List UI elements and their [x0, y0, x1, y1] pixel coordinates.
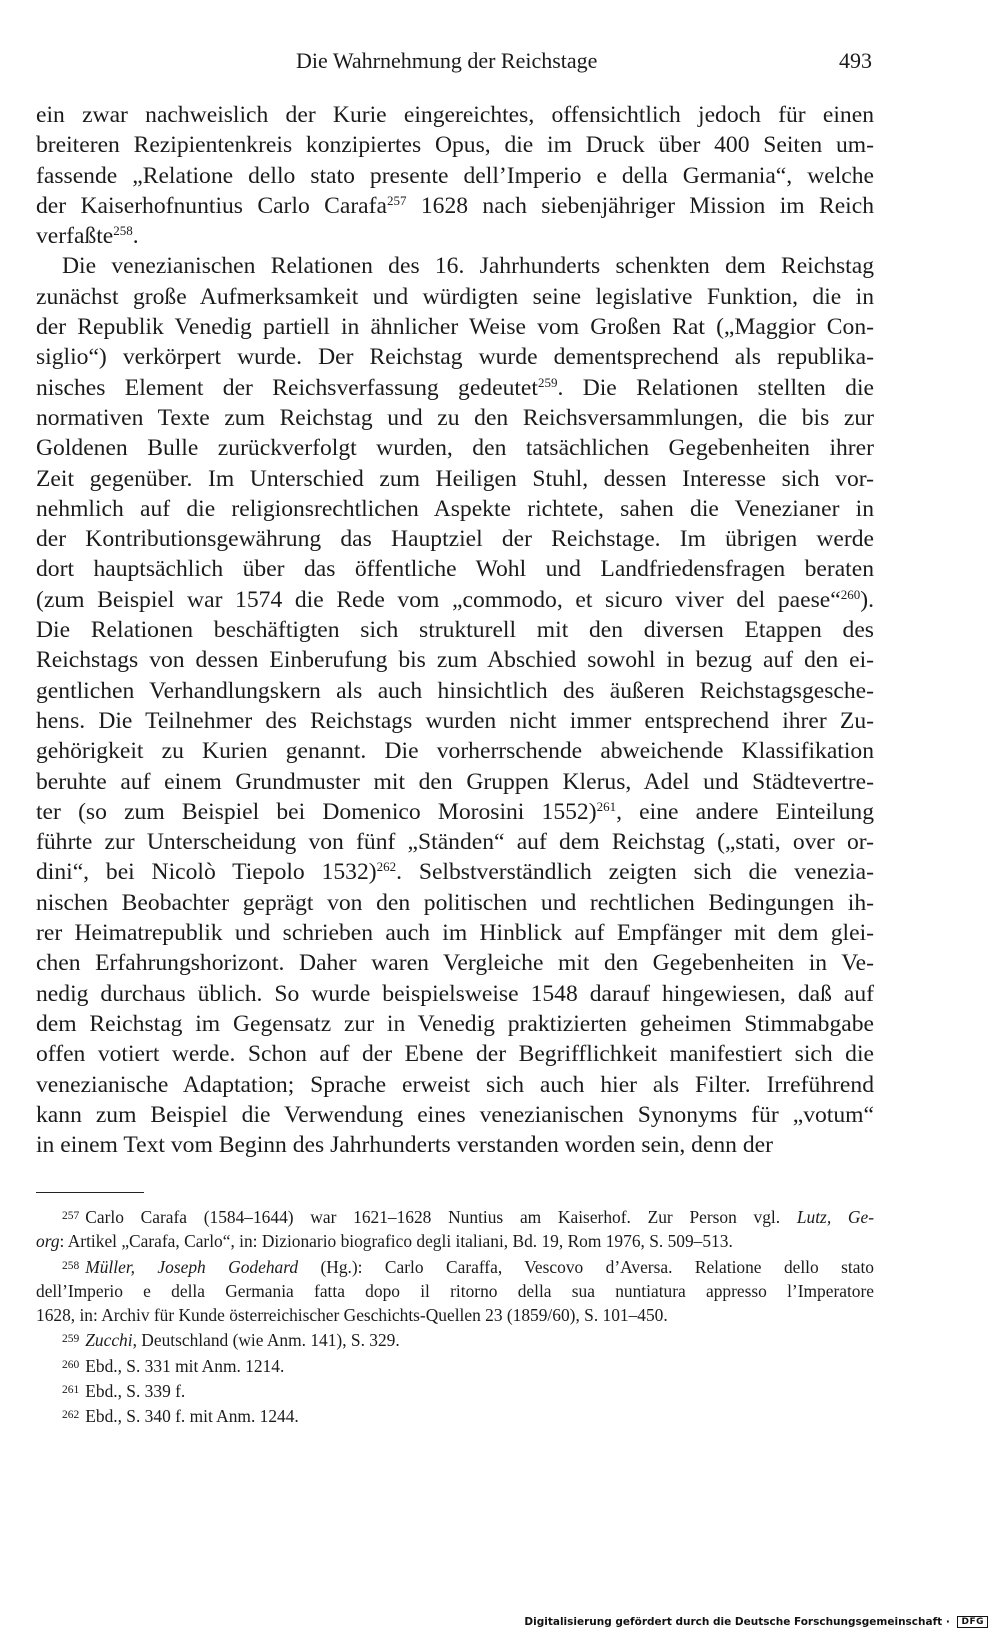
- digitization-credit: [524, 1616, 988, 1628]
- dfg-logo: DFG: [957, 1616, 988, 1628]
- footnote-line: [36, 1378, 874, 1403]
- line-text: der Kontributionsgewährung das Hauptziel der Reichstage. Im übrigen werde: [36, 526, 874, 553]
- footnote-line: [36, 1279, 874, 1303]
- footnote-number: 258: [62, 1259, 80, 1272]
- footnote-line: [36, 1403, 874, 1428]
- footnote-number: 262: [62, 1409, 80, 1422]
- line-text: beruhte auf einem Grundmuster mit den Gruppen Klerus, Adel und Städtevertre-: [36, 768, 874, 795]
- line-text: 1628 nach siebenjähriger Mission im Reich: [406, 192, 874, 219]
- line-text: nedig durchaus üblich. So wurde beispielsweise 1548 darauf hingewiesen, daß auf: [36, 980, 874, 1007]
- footnote-rule: [36, 1192, 144, 1193]
- author-name: org: [36, 1231, 60, 1252]
- text-line: [36, 342, 874, 372]
- credit-text: Digitalisierung gefördert durch die Deutsche Forschungsgemeinschaft ·: [524, 1616, 950, 1628]
- line-text: .: [132, 223, 139, 250]
- line-text: ter (so zum Beispiel bei Domenico Morosini 1552): [36, 798, 597, 825]
- line-text: kann zum Beispiel die Verwendung eines venezianischen Synonyms für „votum“: [36, 1101, 874, 1128]
- line-text: gentlichen Verhandlungskern als auch hinsichtlich des äußeren Reichstagsgesche-: [36, 677, 874, 704]
- author-name: Müller, Joseph Godehard: [85, 1256, 299, 1277]
- line-text: breiteren Rezipientenkreis konzipiertes Opus, die im Druck über 400 Seiten um-: [36, 132, 874, 159]
- line-text: gehörigkeit zu Kurien genannt. Die vorherrschende abweichende Klassifikation: [36, 738, 874, 765]
- line-text: dort hauptsächlich über das öffentliche Wohl und Landfriedensfragen beraten: [36, 556, 874, 583]
- footnote-ref[interactable]: 261: [596, 798, 617, 814]
- text-line: [36, 161, 874, 191]
- line-text: in einem Text vom Beginn des Jahrhunderts verstanden worden sein, denn der: [36, 1132, 774, 1159]
- author-name: Zucchi: [85, 1330, 133, 1351]
- footnote-line: [36, 1229, 874, 1253]
- line-text: . Selbstverständlich zeigten sich die venezia-: [396, 859, 874, 886]
- text-line: [36, 251, 874, 281]
- text-line: [36, 100, 874, 130]
- page-number: 493: [839, 48, 872, 73]
- running-title: Die Wahrnehmung der Reichstage: [296, 48, 598, 73]
- footnote-text: Ebd., S. 331 mit Anm. 1214.: [85, 1355, 285, 1376]
- text-line: [36, 1100, 874, 1130]
- text-line: [36, 1130, 874, 1160]
- line-text: führte zur Unterscheidung von fünf „Ständen“ auf dem Reichstag („stati, over or-: [36, 829, 874, 856]
- line-text: , eine andere Einteilung: [616, 798, 874, 825]
- text-line: [36, 736, 874, 766]
- footnote-number: 257: [62, 1210, 80, 1222]
- line-text: nehmlich auf die religionsrechtlichen Aspekte richtete, sahen die Venezianer in: [36, 495, 874, 522]
- footnote-ref[interactable]: 260: [840, 586, 861, 602]
- text-line: [36, 979, 874, 1009]
- footnote-text: dell’Imperio e della Germania fatta dopo il ritorno della sua nuntiatura appresso l’Imperatore: [36, 1280, 874, 1301]
- line-text: rer Heimatrepublik und schrieben auch im Hinblick auf Empfänger mit dem glei-: [36, 920, 874, 947]
- line-text: dini“, bei Nicolò Tiepolo 1532): [36, 859, 377, 886]
- text-line: [36, 1009, 874, 1039]
- text-line: [36, 888, 874, 918]
- text-line: [36, 403, 874, 433]
- footnote-line: [36, 1254, 874, 1279]
- footnote-text: (Hg.): Carlo Caraffa, Vescovo d’Aversa. Relatione dello stato: [298, 1256, 874, 1277]
- line-text: hens. Die Teilnehmer des Reichstags wurden nicht immer entsprechend ihrer Zu-: [36, 707, 874, 734]
- text-line: [36, 1039, 874, 1069]
- text-line: [36, 1070, 874, 1100]
- text-line: [36, 797, 874, 827]
- line-text: normativen Texte zum Reichstag und zu den Reichsversammlungen, die bis zur: [36, 404, 874, 431]
- line-text: der Republik Venedig partiell in ähnlicher Weise vom Großen Rat („Maggior Con-: [36, 314, 874, 341]
- line-text: Goldenen Bulle zurückverfolgt wurden, den tatsächlichen Gegebenheiten ihrer: [36, 435, 874, 462]
- line-text: Die venezianischen Relationen des 16. Jahrhunderts schenkten dem Reichstag: [62, 253, 874, 280]
- footnote-text: Ebd., S. 340 f. mit Anm. 1244.: [85, 1406, 299, 1427]
- footnote-line: [36, 1303, 874, 1327]
- text-line: [36, 676, 874, 706]
- footnote-ref[interactable]: 262: [376, 859, 397, 875]
- line-text: fassende „Relatione dello stato presente dell’Imperio e della Germania“, welche: [36, 162, 874, 189]
- text-line: [36, 918, 874, 948]
- footnote-text: 1628, in: Archiv für Kunde österreichischer Geschichts-Quellen 23 (1859/60), S. 101–450.: [36, 1305, 668, 1326]
- line-text: ein zwar nachweislich der Kurie eingereichtes, offensichtlich jedoch für einen: [36, 102, 874, 128]
- footnote-text: , Deutschland (wie Anm. 141), S. 329.: [132, 1330, 400, 1351]
- text-line: [36, 433, 874, 463]
- text-line: [36, 191, 874, 221]
- text-line: [36, 827, 874, 857]
- line-text: Die Relationen beschäftigten sich strukturell mit den diversen Etappen des: [36, 617, 874, 644]
- body-text: [36, 100, 874, 1160]
- footnote-line: [36, 1204, 874, 1229]
- line-text: . Die Relationen stellten die: [557, 374, 874, 401]
- author-name: Lutz, Ge-: [796, 1207, 874, 1227]
- text-line: [36, 767, 874, 797]
- text-line: [36, 706, 874, 736]
- line-text: (zum Beispiel war 1574 die Rede vom „commodo, et sicuro viver del paese“: [36, 586, 841, 613]
- footnotes: [36, 1204, 874, 1429]
- line-text: dem Reichstag im Gegensatz zur in Venedig praktizierten geheimen Stimmabgabe: [36, 1010, 874, 1037]
- footnote-number: 260: [62, 1358, 80, 1371]
- line-text: zunächst große Aufmerksamkeit und würdigten seine legislative Funktion, die in: [36, 283, 874, 310]
- footnote-text: : Artikel „Carafa, Carlo“, in: Dizionario biografico degli italiani, Bd. 19, Rom 1976, S. 509–513.: [59, 1231, 733, 1252]
- running-head: [36, 44, 872, 80]
- text-line: [36, 312, 874, 342]
- text-line: [36, 130, 874, 160]
- text-line: [36, 948, 874, 978]
- text-line: [36, 494, 874, 524]
- text-line: [36, 615, 874, 645]
- line-text: verfaßte: [36, 223, 114, 250]
- line-text: Reichstags von dessen Einberufung bis zum Abschied sowohl in bezug auf den ei-: [36, 647, 874, 674]
- text-line: [36, 282, 874, 312]
- line-text: Zeit gegenüber. Im Unterschied zum Heiligen Stuhl, dessen Interesse sich vor-: [36, 465, 874, 492]
- text-line: [36, 554, 874, 584]
- line-text: siglio“) verkörpert wurde. Der Reichstag wurde dementsprechend als republika-: [36, 344, 874, 371]
- line-text: nischen Beobachter geprägt von den politischen und rechtlichen Bedingungen ih-: [36, 889, 874, 916]
- footnote-line: [36, 1353, 874, 1378]
- line-text: der Kaiserhofnuntius Carlo Carafa: [36, 192, 387, 219]
- line-text: venezianische Adaptation; Sprache erweist sich auch hier als Filter. Irreführend: [36, 1071, 874, 1098]
- footnote-ref[interactable]: 257: [387, 192, 407, 208]
- line-text: ).: [860, 586, 874, 613]
- text-line: [36, 585, 874, 615]
- footnote-number: 259: [62, 1333, 80, 1346]
- text-line: [36, 464, 874, 494]
- footnote-line: [36, 1327, 874, 1352]
- footnote-text: Ebd., S. 339 f.: [85, 1381, 186, 1402]
- line-text: nisches Element der Reichsverfassung gedeutet: [36, 374, 538, 401]
- line-text: chen Erfahrungshorizont. Daher waren Vergleiche mit den Gegebenheiten in Ve-: [36, 950, 874, 977]
- footnote-ref[interactable]: 259: [537, 374, 558, 390]
- text-line: [36, 857, 874, 887]
- footnote-number: 261: [62, 1384, 80, 1397]
- text-line: [36, 645, 874, 675]
- footnote-text: Carlo Carafa (1584–1644) war 1621–1628 Nuntius am Kaiserhof. Zur Person vgl.: [85, 1207, 797, 1227]
- text-line: [36, 221, 874, 251]
- footnote-ref[interactable]: 258: [113, 223, 133, 239]
- text-line: [36, 524, 874, 554]
- text-line: [36, 373, 874, 403]
- line-text: offen votiert werde. Schon auf der Ebene der Begrifflichkeit manifestiert sich die: [36, 1041, 874, 1068]
